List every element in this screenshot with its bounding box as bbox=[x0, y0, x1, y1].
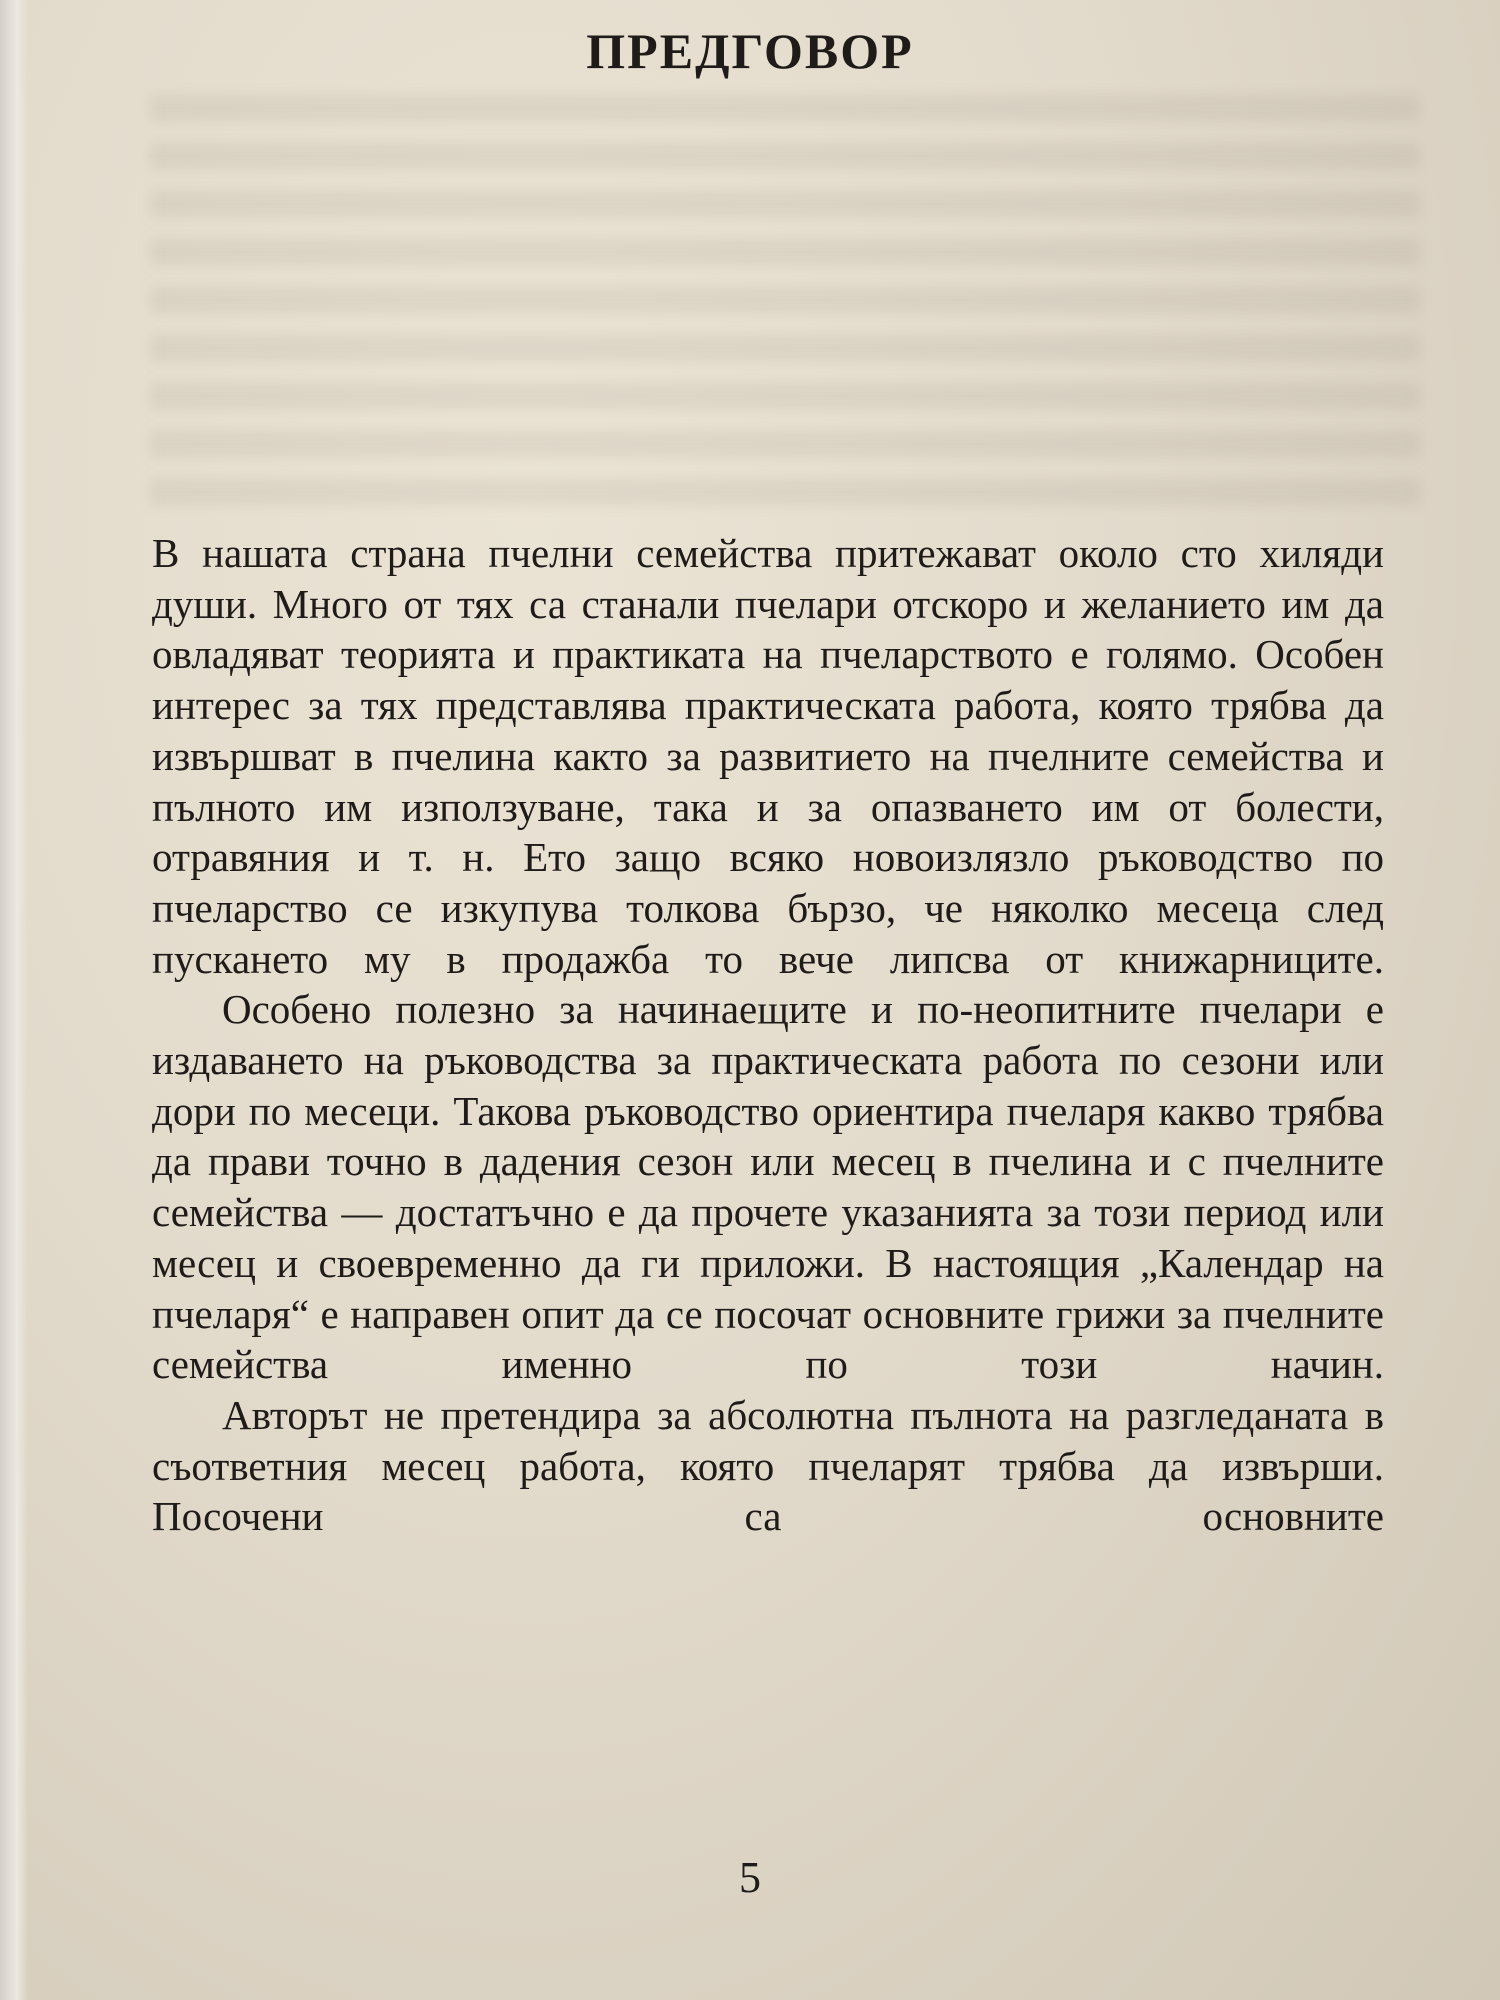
paragraph-3: Авторът не претендира за абсолютна пълнота на разгледаната в съответния месец работа, която пчеларят трябва да извърши. Посочени са основните bbox=[152, 1391, 1384, 1540]
paragraph-2: Особено полезно за начинаещите и по-неопитните пчелари е издаването на ръководства за практическата работа по сезони или дори по месеци. Такова ръководство ориентира пчеларя какво трябва да прави точно в дадения сезон или месец в пчелина и с пчелните семейства — достатъчно е да прочете указанията за този период или месец и своевременно да ги приложи. В настоящия „Календар на пчеларя“ е направен опит да се посочат основните грижи за пчелните семейства именно по този начин. bbox=[152, 986, 1384, 1388]
page-number: 5 bbox=[739, 1853, 761, 1902]
show-through-text bbox=[150, 95, 1420, 515]
page-edge-shadow bbox=[0, 0, 28, 2000]
paragraph-1: В нашата страна пчелни семейства притежават около сто хиляди души. Много от тях са станали пчелари отскоро и желанието им да овладяват теорията и практиката на пчеларството е голямо. Особен интерес за тях представлява практическата работа, която трябва да извършват в пчелина както за развитието на пчелните семейства и пълното им използуване, така и за опазването им от болести, отравяния и т. н. Ето защо всяко новоизлязло ръководство по пчеларство се изкупува толкова бързо, че няколко месеца след пускането му в продажба то вече липсва от книжарниците. bbox=[152, 530, 1384, 982]
body-text bbox=[152, 528, 1384, 1542]
page-title: ПРЕДГОВОР bbox=[586, 23, 914, 79]
